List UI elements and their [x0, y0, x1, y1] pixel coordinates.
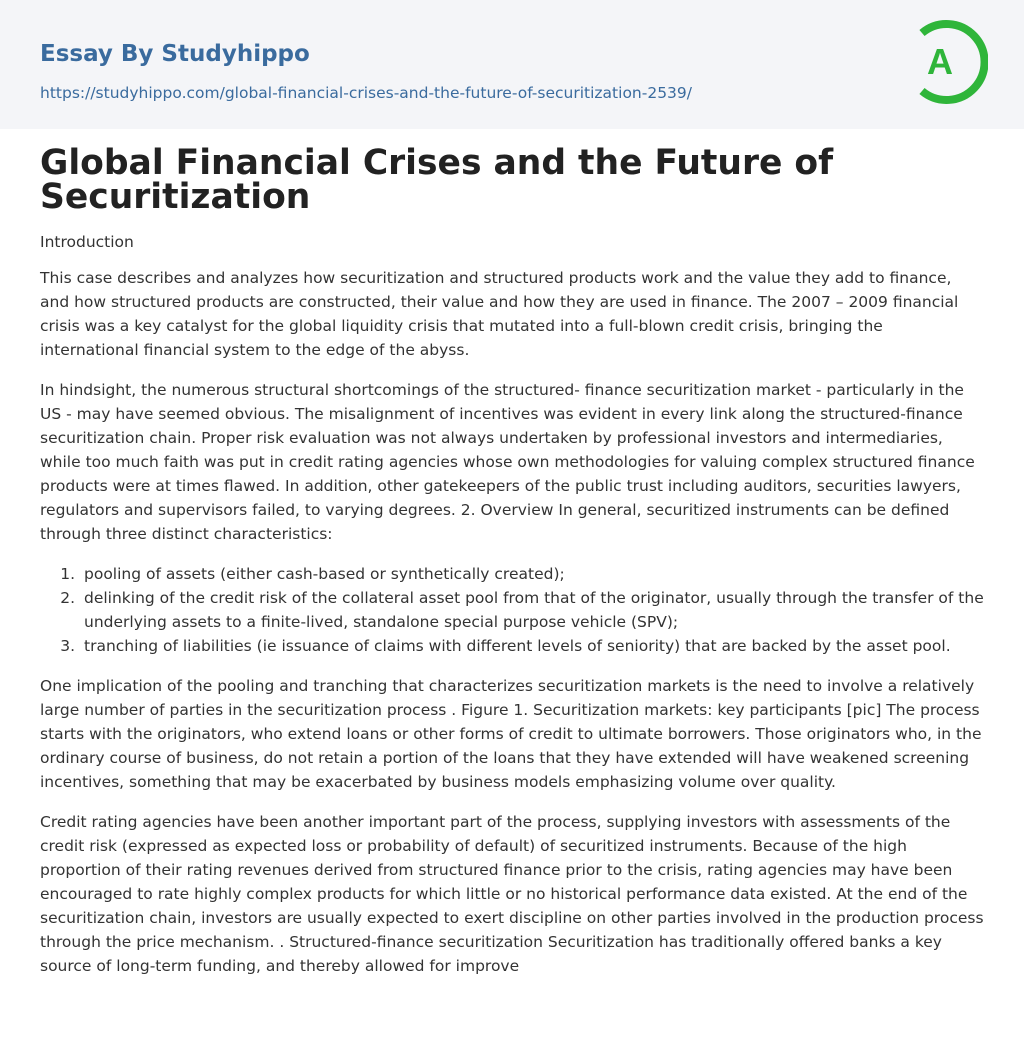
article-title: Global Financial Crises and the Future of Securitization	[40, 143, 834, 217]
paragraph-4: Credit rating agencies have been another important part of the process, supplying investors with assessments of the credit risk (expressed as expected loss or probability of default) of securitized instruments. Because of the high proportion of their rating revenues derived from structured finance prior to the crisis, rating agencies may have been encouraged to rate highly complex products for which little or no historical performance data existed. At the end of the securitization chain, investors are usually expected to exert discipline on other parties involved in the production process through the price mechanism. . Structured-finance securitization Securitization has traditionally offered banks a key source of long-term funding, and thereby allowed for improve	[40, 813, 984, 975]
essay-url-link[interactable]: https://studyhippo.com/global-financial-crises-and-the-future-of-securitization-2539/	[40, 84, 693, 102]
list-item: 1. pooling of assets (either cash-based or synthetically created);	[80, 562, 985, 586]
logo-letter: A	[927, 41, 953, 82]
characteristics-list	[40, 562, 985, 658]
paragraph-3: One implication of the pooling and tranching that characterizes securitization markets is the need to involve a relatively large number of parties in the securitization process . Figure 1. Securitization markets: key participants [pic] The process starts with the originators, who extend loans or other forms of credit to ultimate borrowers. Those originators who, in the ordinary course of business, do not retain a portion of the loans that they have extended will have weakened screening incentives, something that may be exacerbated by business models emphasizing volume over quality.	[40, 677, 982, 791]
site-header	[0, 0, 1024, 129]
paragraph-2: In hindsight, the numerous structural shortcomings of the structured- finance securitization market - particularly in the US - may have seemed obvious. The misalignment of incentives was evident in every link along the structured-finance securitization chain. Proper risk evaluation was not always undertaken by professional investors and intermediaries, while too much faith was put in credit rating agencies whose own methodologies for valuing complex structured finance products were at times flawed. In addition, other gatekeepers of the public trust including auditors, securities lawyers, regulators and supervisors failed, to varying degrees. 2. Overview In general, securitized instruments can be defined through three distinct characteristics:	[40, 381, 975, 543]
intro-label: Introduction	[40, 233, 134, 251]
site-brand: Essay By Studyhippo	[40, 41, 310, 67]
list-item: 2. delinking of the credit risk of the collateral asset pool from that of the originator, usually through the transfer of the underlying assets to a finite-lived, standalone special purpose vehicle (SPV);	[80, 586, 985, 634]
studyhippo-logo-icon[interactable]	[912, 18, 988, 106]
list-item: 3. tranching of liabilities (ie issuance of claims with different levels of seniority) that are backed by the asset pool.	[80, 634, 985, 658]
article	[40, 143, 985, 994]
paragraph-1: This case describes and analyzes how securitization and structured products work and the value they add to finance, and how structured products are constructed, their value and how they are used in finance. The 2007 – 2009 financial crisis was a key catalyst for the global liquidity crisis that mutated into a full-blown credit crisis, bringing the international financial system to the edge of the abyss.	[40, 269, 959, 359]
